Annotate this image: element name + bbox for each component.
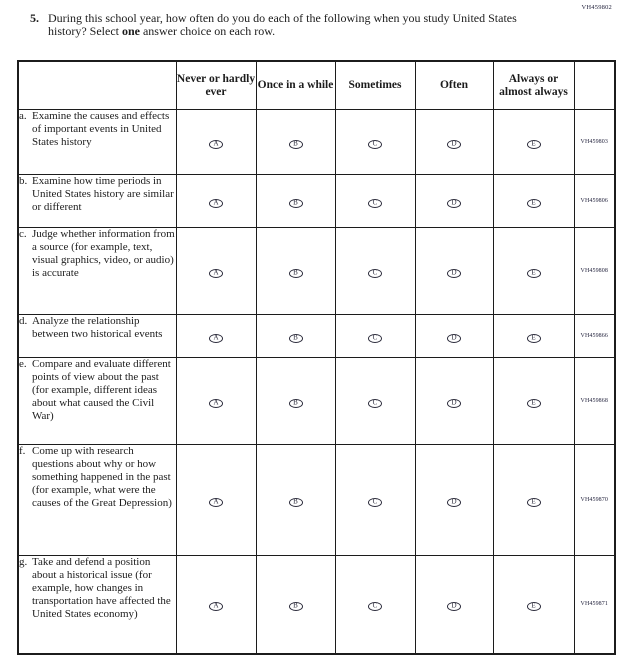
answer-bubble-a[interactable] bbox=[209, 602, 223, 611]
bubble-letter: C bbox=[372, 601, 378, 610]
row-statement-cell bbox=[18, 315, 176, 358]
bubble-letter: E bbox=[531, 497, 536, 506]
option-cell bbox=[256, 358, 335, 445]
row-statement-cell bbox=[18, 110, 176, 175]
option-cell bbox=[176, 110, 256, 175]
code-column-header bbox=[574, 61, 615, 110]
answer-bubble-a[interactable] bbox=[209, 269, 223, 278]
table-row-e bbox=[18, 358, 615, 445]
table-row-c bbox=[18, 228, 615, 315]
table-row-b bbox=[18, 175, 615, 228]
answer-bubble-d[interactable] bbox=[447, 334, 461, 343]
answer-bubble-c[interactable] bbox=[368, 602, 382, 611]
answer-bubble-d[interactable] bbox=[447, 602, 461, 611]
bubble-letter: A bbox=[213, 333, 219, 342]
table-row-a bbox=[18, 110, 615, 175]
option-cell bbox=[256, 556, 335, 654]
header-row bbox=[18, 61, 615, 110]
bubble-letter: D bbox=[451, 268, 457, 277]
option-cell bbox=[176, 175, 256, 228]
option-cell bbox=[493, 110, 574, 175]
option-cell bbox=[493, 556, 574, 654]
row-statement-cell bbox=[18, 228, 176, 315]
row-statement-cell bbox=[18, 445, 176, 556]
option-cell bbox=[335, 175, 415, 228]
bubble-letter: C bbox=[372, 497, 378, 506]
item-code: VH459870 bbox=[574, 445, 615, 556]
bubble-letter: C bbox=[372, 139, 378, 148]
option-cell bbox=[415, 358, 493, 445]
row-letter: d. bbox=[19, 315, 28, 327]
option-cell bbox=[256, 228, 335, 315]
item-code: VH459868 bbox=[574, 358, 615, 445]
answer-bubble-d[interactable] bbox=[447, 140, 461, 149]
bubble-letter: D bbox=[451, 198, 457, 207]
option-cell bbox=[256, 175, 335, 228]
row-statement-cell bbox=[18, 556, 176, 654]
question-text bbox=[48, 12, 553, 38]
bubble-letter: D bbox=[451, 139, 457, 148]
bubble-letter: B bbox=[293, 497, 298, 506]
answer-bubble-e[interactable] bbox=[527, 399, 541, 408]
bubble-letter: B bbox=[293, 398, 298, 407]
bubble-letter: B bbox=[293, 139, 298, 148]
bubble-letter: C bbox=[372, 333, 378, 342]
answer-bubble-e[interactable] bbox=[527, 498, 541, 507]
bubble-letter: E bbox=[531, 398, 536, 407]
option-cell bbox=[256, 110, 335, 175]
question-text-part1: During this school year, how often do you do each of the following when you study United States history? Select bbox=[48, 11, 517, 38]
answer-bubble-b[interactable] bbox=[289, 199, 303, 208]
question-block bbox=[30, 12, 570, 38]
option-cell bbox=[415, 175, 493, 228]
bubble-letter: B bbox=[293, 333, 298, 342]
bubble-letter: D bbox=[451, 398, 457, 407]
bubble-letter: C bbox=[372, 268, 378, 277]
bubble-letter: B bbox=[293, 198, 298, 207]
answer-bubble-e[interactable] bbox=[527, 602, 541, 611]
form-accession-code: VH459802 bbox=[581, 4, 612, 11]
option-cell bbox=[335, 315, 415, 358]
option-cell bbox=[335, 358, 415, 445]
row-statement: Examine how time periods in United States history are similar or different bbox=[32, 175, 174, 213]
column-header-once-in-a-while: Once in a while bbox=[256, 61, 335, 110]
survey-matrix-table bbox=[17, 60, 616, 655]
answer-bubble-a[interactable] bbox=[209, 399, 223, 408]
row-statement: Compare and evaluate different points of view about the past (for example, different ideas about what caused the Civil War) bbox=[32, 358, 171, 422]
answer-bubble-e[interactable] bbox=[527, 269, 541, 278]
row-statement: Come up with research questions about why or how something happened in the past (for example, what were the causes of the Great Depression) bbox=[32, 445, 172, 509]
table-row-d bbox=[18, 315, 615, 358]
answer-bubble-a[interactable] bbox=[209, 140, 223, 149]
bubble-letter: A bbox=[213, 601, 219, 610]
option-cell bbox=[415, 556, 493, 654]
answer-bubble-b[interactable] bbox=[289, 399, 303, 408]
table-row-f bbox=[18, 445, 615, 556]
row-statement-cell bbox=[18, 358, 176, 445]
question-text-bold: one bbox=[121, 24, 140, 38]
row-letter: a. bbox=[19, 110, 27, 122]
option-cell bbox=[176, 358, 256, 445]
item-code: VH459803 bbox=[574, 110, 615, 175]
bubble-letter: A bbox=[213, 198, 219, 207]
row-statement-cell bbox=[18, 175, 176, 228]
row-letter: e. bbox=[19, 358, 27, 370]
bubble-letter: D bbox=[451, 333, 457, 342]
question-number: 5. bbox=[30, 11, 39, 25]
answer-bubble-d[interactable] bbox=[447, 498, 461, 507]
answer-bubble-d[interactable] bbox=[447, 399, 461, 408]
option-cell bbox=[176, 445, 256, 556]
answer-bubble-c[interactable] bbox=[368, 498, 382, 507]
row-letter: f. bbox=[19, 445, 26, 457]
answer-bubble-b[interactable] bbox=[289, 498, 303, 507]
option-cell bbox=[493, 445, 574, 556]
option-cell bbox=[493, 228, 574, 315]
option-cell bbox=[256, 445, 335, 556]
row-statement: Analyze the relationship between two historical events bbox=[32, 315, 163, 340]
bubble-letter: A bbox=[213, 398, 219, 407]
answer-bubble-b[interactable] bbox=[289, 140, 303, 149]
answer-bubble-a[interactable] bbox=[209, 498, 223, 507]
answer-bubble-d[interactable] bbox=[447, 199, 461, 208]
bubble-letter: A bbox=[213, 139, 219, 148]
option-cell bbox=[176, 556, 256, 654]
option-cell bbox=[256, 315, 335, 358]
option-cell bbox=[415, 445, 493, 556]
option-cell bbox=[415, 228, 493, 315]
bubble-letter: E bbox=[531, 601, 536, 610]
table-row-g bbox=[18, 556, 615, 654]
answer-bubble-c[interactable] bbox=[368, 399, 382, 408]
option-cell bbox=[493, 175, 574, 228]
bubble-letter: D bbox=[451, 601, 457, 610]
option-cell bbox=[176, 315, 256, 358]
option-cell bbox=[493, 315, 574, 358]
answer-bubble-c[interactable] bbox=[368, 269, 382, 278]
bubble-letter: B bbox=[293, 268, 298, 277]
option-cell bbox=[335, 556, 415, 654]
answer-bubble-e[interactable] bbox=[527, 199, 541, 208]
row-statement: Examine the causes and effects of important events in United States history bbox=[32, 110, 170, 148]
row-letter: c. bbox=[19, 228, 27, 240]
item-code: VH459866 bbox=[574, 315, 615, 358]
answer-bubble-c[interactable] bbox=[368, 199, 382, 208]
bubble-letter: D bbox=[451, 497, 457, 506]
item-code: VH459871 bbox=[574, 556, 615, 654]
column-header-always: Always or almost always bbox=[493, 61, 574, 110]
answer-bubble-e[interactable] bbox=[527, 140, 541, 149]
option-cell bbox=[335, 228, 415, 315]
statement-column-header bbox=[18, 61, 176, 110]
item-code: VH459806 bbox=[574, 175, 615, 228]
answer-bubble-a[interactable] bbox=[209, 334, 223, 343]
row-statement: Judge whether information from a source (for example, text, visual graphics, video, or audio) is accurate bbox=[32, 228, 175, 279]
bubble-letter: E bbox=[531, 198, 536, 207]
answer-bubble-c[interactable] bbox=[368, 334, 382, 343]
bubble-letter: E bbox=[531, 333, 536, 342]
bubble-letter: B bbox=[293, 601, 298, 610]
answer-bubble-e[interactable] bbox=[527, 334, 541, 343]
option-cell bbox=[176, 228, 256, 315]
item-code: VH459808 bbox=[574, 228, 615, 315]
row-letter: b. bbox=[19, 175, 28, 187]
answer-bubble-d[interactable] bbox=[447, 269, 461, 278]
column-header-never: Never or hardly ever bbox=[176, 61, 256, 110]
row-letter: g. bbox=[19, 556, 28, 568]
bubble-letter: C bbox=[372, 398, 378, 407]
column-header-often: Often bbox=[415, 61, 493, 110]
answer-bubble-c[interactable] bbox=[368, 140, 382, 149]
option-cell bbox=[335, 110, 415, 175]
answer-bubble-b[interactable] bbox=[289, 602, 303, 611]
option-cell bbox=[415, 110, 493, 175]
bubble-letter: E bbox=[531, 268, 536, 277]
row-statement: Take and defend a position about a historical issue (for example, how changes in transportation have affected the United States economy) bbox=[32, 556, 171, 620]
option-cell bbox=[415, 315, 493, 358]
bubble-letter: A bbox=[213, 497, 219, 506]
bubble-letter: C bbox=[372, 198, 378, 207]
answer-bubble-b[interactable] bbox=[289, 269, 303, 278]
answer-bubble-b[interactable] bbox=[289, 334, 303, 343]
bubble-letter: A bbox=[213, 268, 219, 277]
option-cell bbox=[335, 445, 415, 556]
option-cell bbox=[493, 358, 574, 445]
bubble-letter: E bbox=[531, 139, 536, 148]
answer-bubble-a[interactable] bbox=[209, 199, 223, 208]
question-text-part2: answer choice on each row. bbox=[139, 24, 276, 38]
column-header-sometimes: Sometimes bbox=[335, 61, 415, 110]
